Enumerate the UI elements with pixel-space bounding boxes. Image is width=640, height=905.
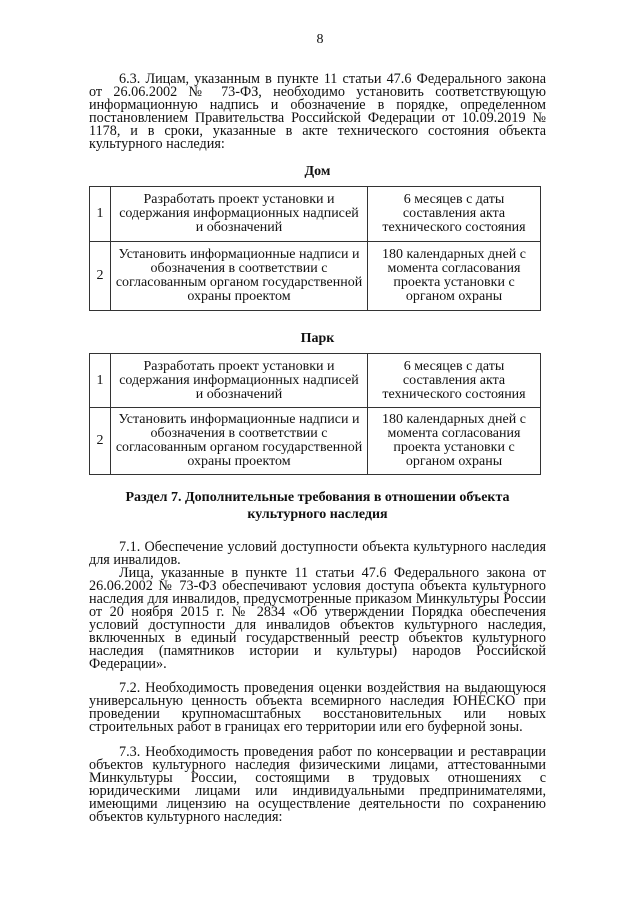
table-title-park: Парк [300,331,335,346]
task-cell: Разработать проект установки и содержания информационных надписей и обозначений [111,354,368,408]
paragraph-text: 6.3. Лицам, указанным в пункте 11 статьи 47.6 Федерального закона от 26.06.2002 № 73-ФЗ, необходимо установить соответствующую информационную надпись и обозначение в порядке, определенном постановлением Правительства Российской Федерации от 10.09.2019 № 1178, и в сроки, указанные в акте технического состояния объекта культурного наследия: [89,71,546,152]
task-cell: Разработать проект установки и содержания информационных надписей и обозначений [111,187,368,242]
paragraph-text: Лица, указанные в пункте 11 статьи 47.6 Федерального закона от 26.06.2002 № 73-ФЗ обеспечивают условия доступа объекта культурного наследия для инвалидов, предусмотренные приказом Минкультуры России от 20 ноября 2015 г. № 2834 «Об утверждении Порядка обеспечения условий доступности для инвалидов объектов культурного наследия, включенных в единый государственный реестр объектов культурного наследия (памятников истории и культуры) народов Российской Федерации». [89,565,546,672]
term-cell: 6 месяцев с даты составления акта технического состояния [368,187,541,242]
table-row [90,187,541,242]
paragraph-6-3 [89,73,546,151]
paragraph-text: 7.1. Обеспечение условий доступности объекта культурного наследия для инвалидов. [89,539,546,568]
paragraph-7-2 [89,682,546,734]
table-row [90,242,541,311]
term-cell: 6 месяцев с даты составления акта технического состояния [368,354,541,408]
term-cell: 180 календарных дней с момента согласования проекта установки с органом охраны [368,242,541,311]
paragraph-text: 7.3. Необходимость проведения работ по консервации и реставрации объектов культурного наследия физическими лицами, аттестованными Минкультуры России, состоящими в трудовых отношениях с юридическими лицами или индивидуальными предпринимателями, имеющими лицензию на осуществление деятельности по сохранению объектов культурного наследия: [89,744,546,825]
table-house [89,186,541,311]
row-number: 1 [90,354,111,408]
row-number: 2 [90,242,111,311]
row-number: 1 [90,187,111,242]
table-title-house: Дом [304,164,331,179]
heading-line: культурного наследия [247,507,388,522]
task-cell: Установить информационные надписи и обозначения в соответствии с согласованным органом государственной охраны проектом [111,242,368,311]
paragraph-text: 7.2. Необходимость проведения оценки воздействия на выдающуюся универсальную ценность объекта всемирного наследия ЮНЕСКО при проведении крупномасштабных восстановительных или новых строительных работ в границах его территории или его буферной зоны. [89,680,546,735]
task-cell: Установить информационные надписи и обозначения в соответствии с согласованным органом государственной охраны проектом [111,408,368,475]
term-cell: 180 календарных дней с момента согласования проекта установки с органом охраны [368,408,541,475]
table-row [90,354,541,408]
table-row [90,408,541,475]
section-7-heading [89,489,546,523]
heading-line: Раздел 7. Дополнительные требования в отношении объекта [125,490,510,505]
paragraph-7-1 [89,541,546,671]
row-number: 2 [90,408,111,475]
page-number: 8 [316,32,324,47]
table-park [89,353,541,475]
paragraph-7-3 [89,746,546,824]
